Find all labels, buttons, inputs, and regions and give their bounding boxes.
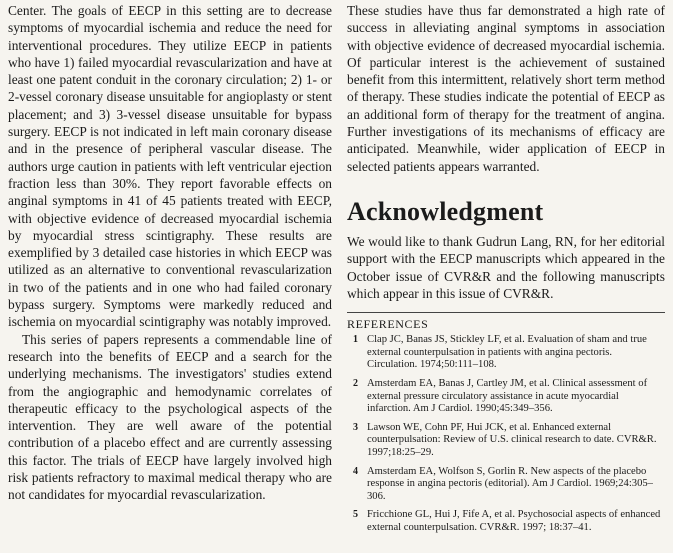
right-column: [347, 2, 665, 540]
reference-number: 4: [353, 465, 358, 477]
left-column: [8, 2, 332, 504]
reference-item: [347, 422, 665, 460]
reference-text: Fricchione GL, Hui J, Fife A, et al. Psychosocial aspects of enhanced external counterpulsation. CVR&R. 1997; 18:37–41.: [367, 509, 661, 533]
body-paragraph-2: This series of papers represents a commendable line of research into the benefits of EECP and a search for the underlying mechanisms. The investigators' studies extend from the angiographic and hemodynamic correlates of therapeutic efficacy to the psychological aspects of the intervention. They are well aware of the potential contribution of a placebo effect and are currently assessing this factor. The trials of EECP have largely involved high risk patients refractory to maximal medical therapy who are not candidates for myocardial revascularization.: [8, 331, 332, 503]
reference-item: [347, 466, 665, 504]
reference-item: [347, 334, 665, 372]
references-heading: REFERENCES: [347, 317, 429, 332]
references-list: [347, 334, 665, 534]
reference-number: 1: [353, 334, 358, 346]
body-paragraph-3: These studies have thus far demonstrated a high rate of success in alleviating anginal symptoms in association with objective evidence of decreased myocardial ischemia. Of particular interest is the achievement of sustained benefit from this intermittent, relatively short term method of therapy. These studies indicate the potential of EECP as an additional form of therapy for the treatment of angina. Further investigations of its mechanisms of efficacy are anticipated. Meanwhile, wider application of EECP in selected patients appears warranted.: [347, 3, 665, 174]
reference-item: [347, 509, 665, 534]
reference-number: 2: [353, 377, 358, 389]
body-paragraph-1: Center. The goals of EECP in this setting are to decrease symptoms of myocardial ischemia and reduce the need for interventional procedures. They utilize EECP in patients who have 1) failed myocardial revascularization and have at least one patent conduit in the coronary circulation; 2) 1- or 2-vessel coronary disease unsuitable for angioplasty or stent placement; and 3) 3-vessel disease unsuitable for bypass surgery. EECP is not indicated in left main coronary disease and in the presence of peripheral vascular disease. The authors urge caution in patients with left ventricular ejection fraction less than 30%. They report favorable effects on anginal symptoms in 41 of 45 patients treated with EECP, with objective evidence of decreased myocardial ischemia by myocardial stress scintigraphy. These results are exemplified by 3 detailed case histories in which EECP was utilized as an alternative to conventional revascularization in two of the patients and in one who had failed coronary bypass surgery. Symptoms were markedly reduced and ischemia on myocardial scintigraphy was notably improved.: [8, 3, 332, 330]
reference-text: Clap JC, Banas JS, Stickley LF, et al. Evaluation of sham and true external counterpulsation in patients with angina pectoris. Circulation. 1974;50:111–108.: [367, 334, 647, 371]
reference-number: 3: [353, 421, 358, 433]
reference-item: [347, 378, 665, 416]
reference-text: Amsterdam EA, Banas J, Cartley JM, et al. Clinical assessment of external pressure circulatory assistance in acute myocardial infarction. Am J Cardiol. 1990;45:349–356.: [367, 377, 648, 415]
reference-text: Amsterdam EA, Wolfson S, Gorlin R. New aspects of the placebo response in angina pectoris (editorial). Am J Cardiol. 1969;24:305–306.: [367, 465, 653, 502]
reference-number: 5: [353, 509, 358, 521]
reference-text: Lawson WE, Cohn PF, Hui JCK, et al. Enhanced external counterpulsation: Review of U.S. clinical research to date. CVR&R. 1997;18:25–29.: [367, 421, 657, 458]
acknowledgment-text: We would like to thank Gudrun Lang, RN, for her editorial support with the EECP manuscripts which appeared in the October issue of CVR&R and the following manuscripts which appear in this issue of CVR&R.: [347, 233, 665, 301]
acknowledgment-heading: Acknowledgment: [347, 196, 544, 226]
references-divider: [347, 312, 665, 313]
